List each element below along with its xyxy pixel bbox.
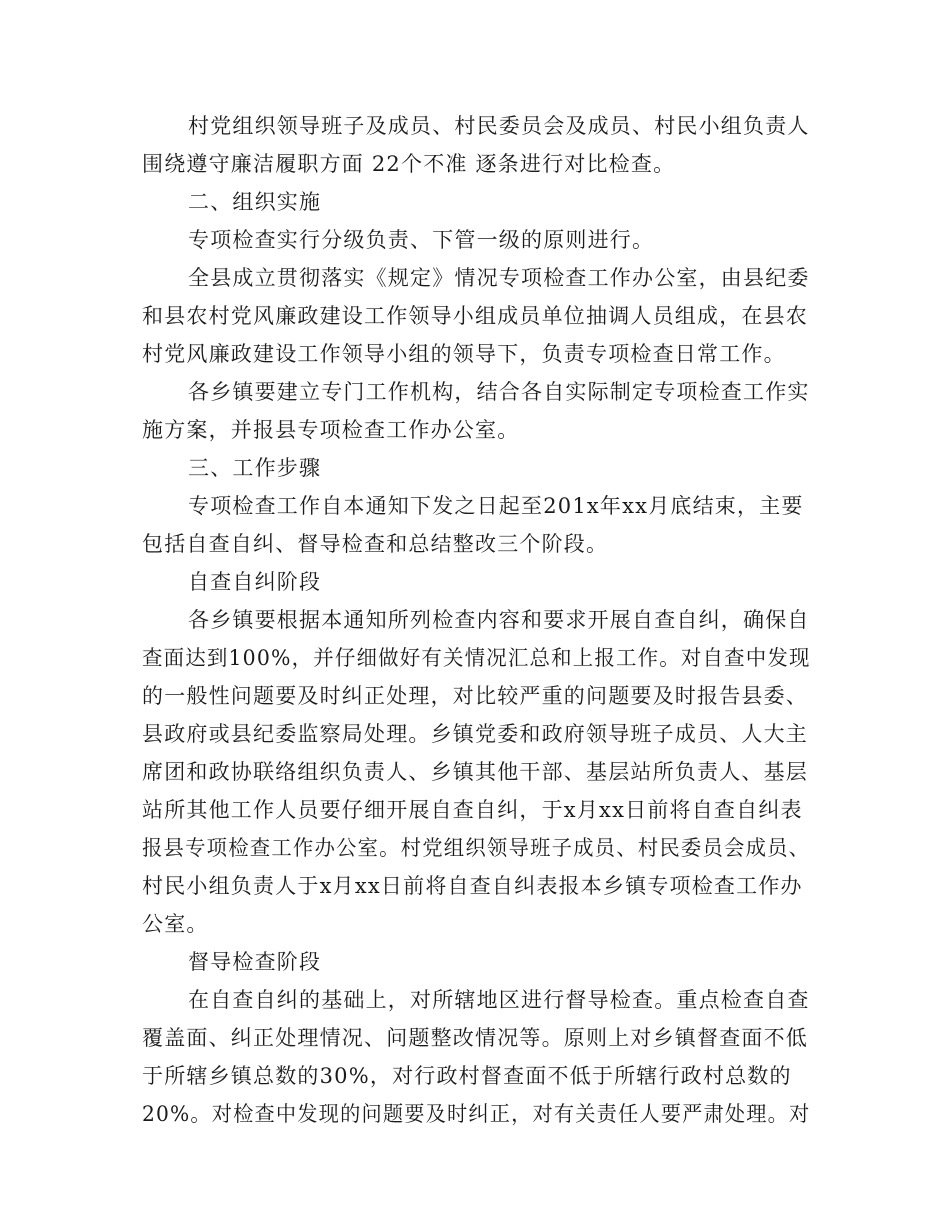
text-line: 全县成立贯彻落实《规定》情况专项检查工作办公室，由县纪委 <box>188 266 810 290</box>
text-line: 村党组织领导班子及成员、村民委员会及成员、村民小组负责人 <box>188 114 810 138</box>
text-line: 查面达到100%，并仔细做好有关情况汇总和上报工作。对自查中发现 <box>142 646 811 670</box>
text-line: 专项检查实行分级负责、下管一级的原则进行。 <box>188 228 655 252</box>
section-heading: 二、组织实施 <box>188 190 322 214</box>
text-line: 20%。对检查中发现的问题要及时纠正，对有关责任人要严肃处理。对 <box>142 1102 811 1126</box>
text-line: 村党风廉政建设工作领导小组的领导下，负责专项检查日常工作。 <box>142 342 786 366</box>
subsection-heading: 自查自纠阶段 <box>188 570 322 594</box>
text-line: 公室。 <box>142 912 209 936</box>
text-line: 县政府或县纪委监察局处理。乡镇党委和政府领导班子成员、人大主 <box>142 722 808 746</box>
text-line: 的一般性问题要及时纠正处理，对比较严重的问题要及时报告县委、 <box>142 684 808 708</box>
text-line: 专项检查工作自本通知下发之日起至201x年xx月底结束，主要 <box>188 494 804 518</box>
section-heading: 三、工作步骤 <box>188 456 322 480</box>
text-line: 包括自查自纠、督导检查和总结整改三个阶段。 <box>142 532 609 556</box>
text-line: 施方案，并报县专项检查工作办公室。 <box>142 418 520 442</box>
text-line: 站所其他工作人员要仔细开展自查自纠，于x月xx日前将自查自纠表 <box>142 798 803 822</box>
text-line: 村民小组负责人于x月xx日前将自查自纠表报本乡镇专项检查工作办 <box>142 874 803 898</box>
text-line: 各乡镇要建立专门工作机构，结合各自实际制定专项检查工作实 <box>188 380 810 404</box>
text-line: 围绕遵守廉洁履职方面 22个不准 逐条进行对比检查。 <box>142 152 676 176</box>
text-line: 覆盖面、纠正处理情况、问题整改情况等。原则上对乡镇督查面不低 <box>142 1026 808 1050</box>
text-line: 和县农村党风廉政建设工作领导小组成员单位抽调人员组成，在县农 <box>142 304 808 328</box>
text-line: 各乡镇要根据本通知所列检查内容和要求开展自查自纠，确保自 <box>188 608 810 632</box>
text-line: 席团和政协联络组织负责人、乡镇其他干部、基层站所负责人、基层 <box>142 760 808 784</box>
text-line: 在自查自纠的基础上，对所辖地区进行督导检查。重点检查自查 <box>188 988 810 1012</box>
subsection-heading: 督导检查阶段 <box>188 950 322 974</box>
text-line: 报县专项检查工作办公室。村党组织领导班子成员、村民委员会成员、 <box>142 836 811 860</box>
text-line: 于所辖乡镇总数的30%，对行政村督查面不低于所辖行政村总数的 <box>142 1064 792 1088</box>
